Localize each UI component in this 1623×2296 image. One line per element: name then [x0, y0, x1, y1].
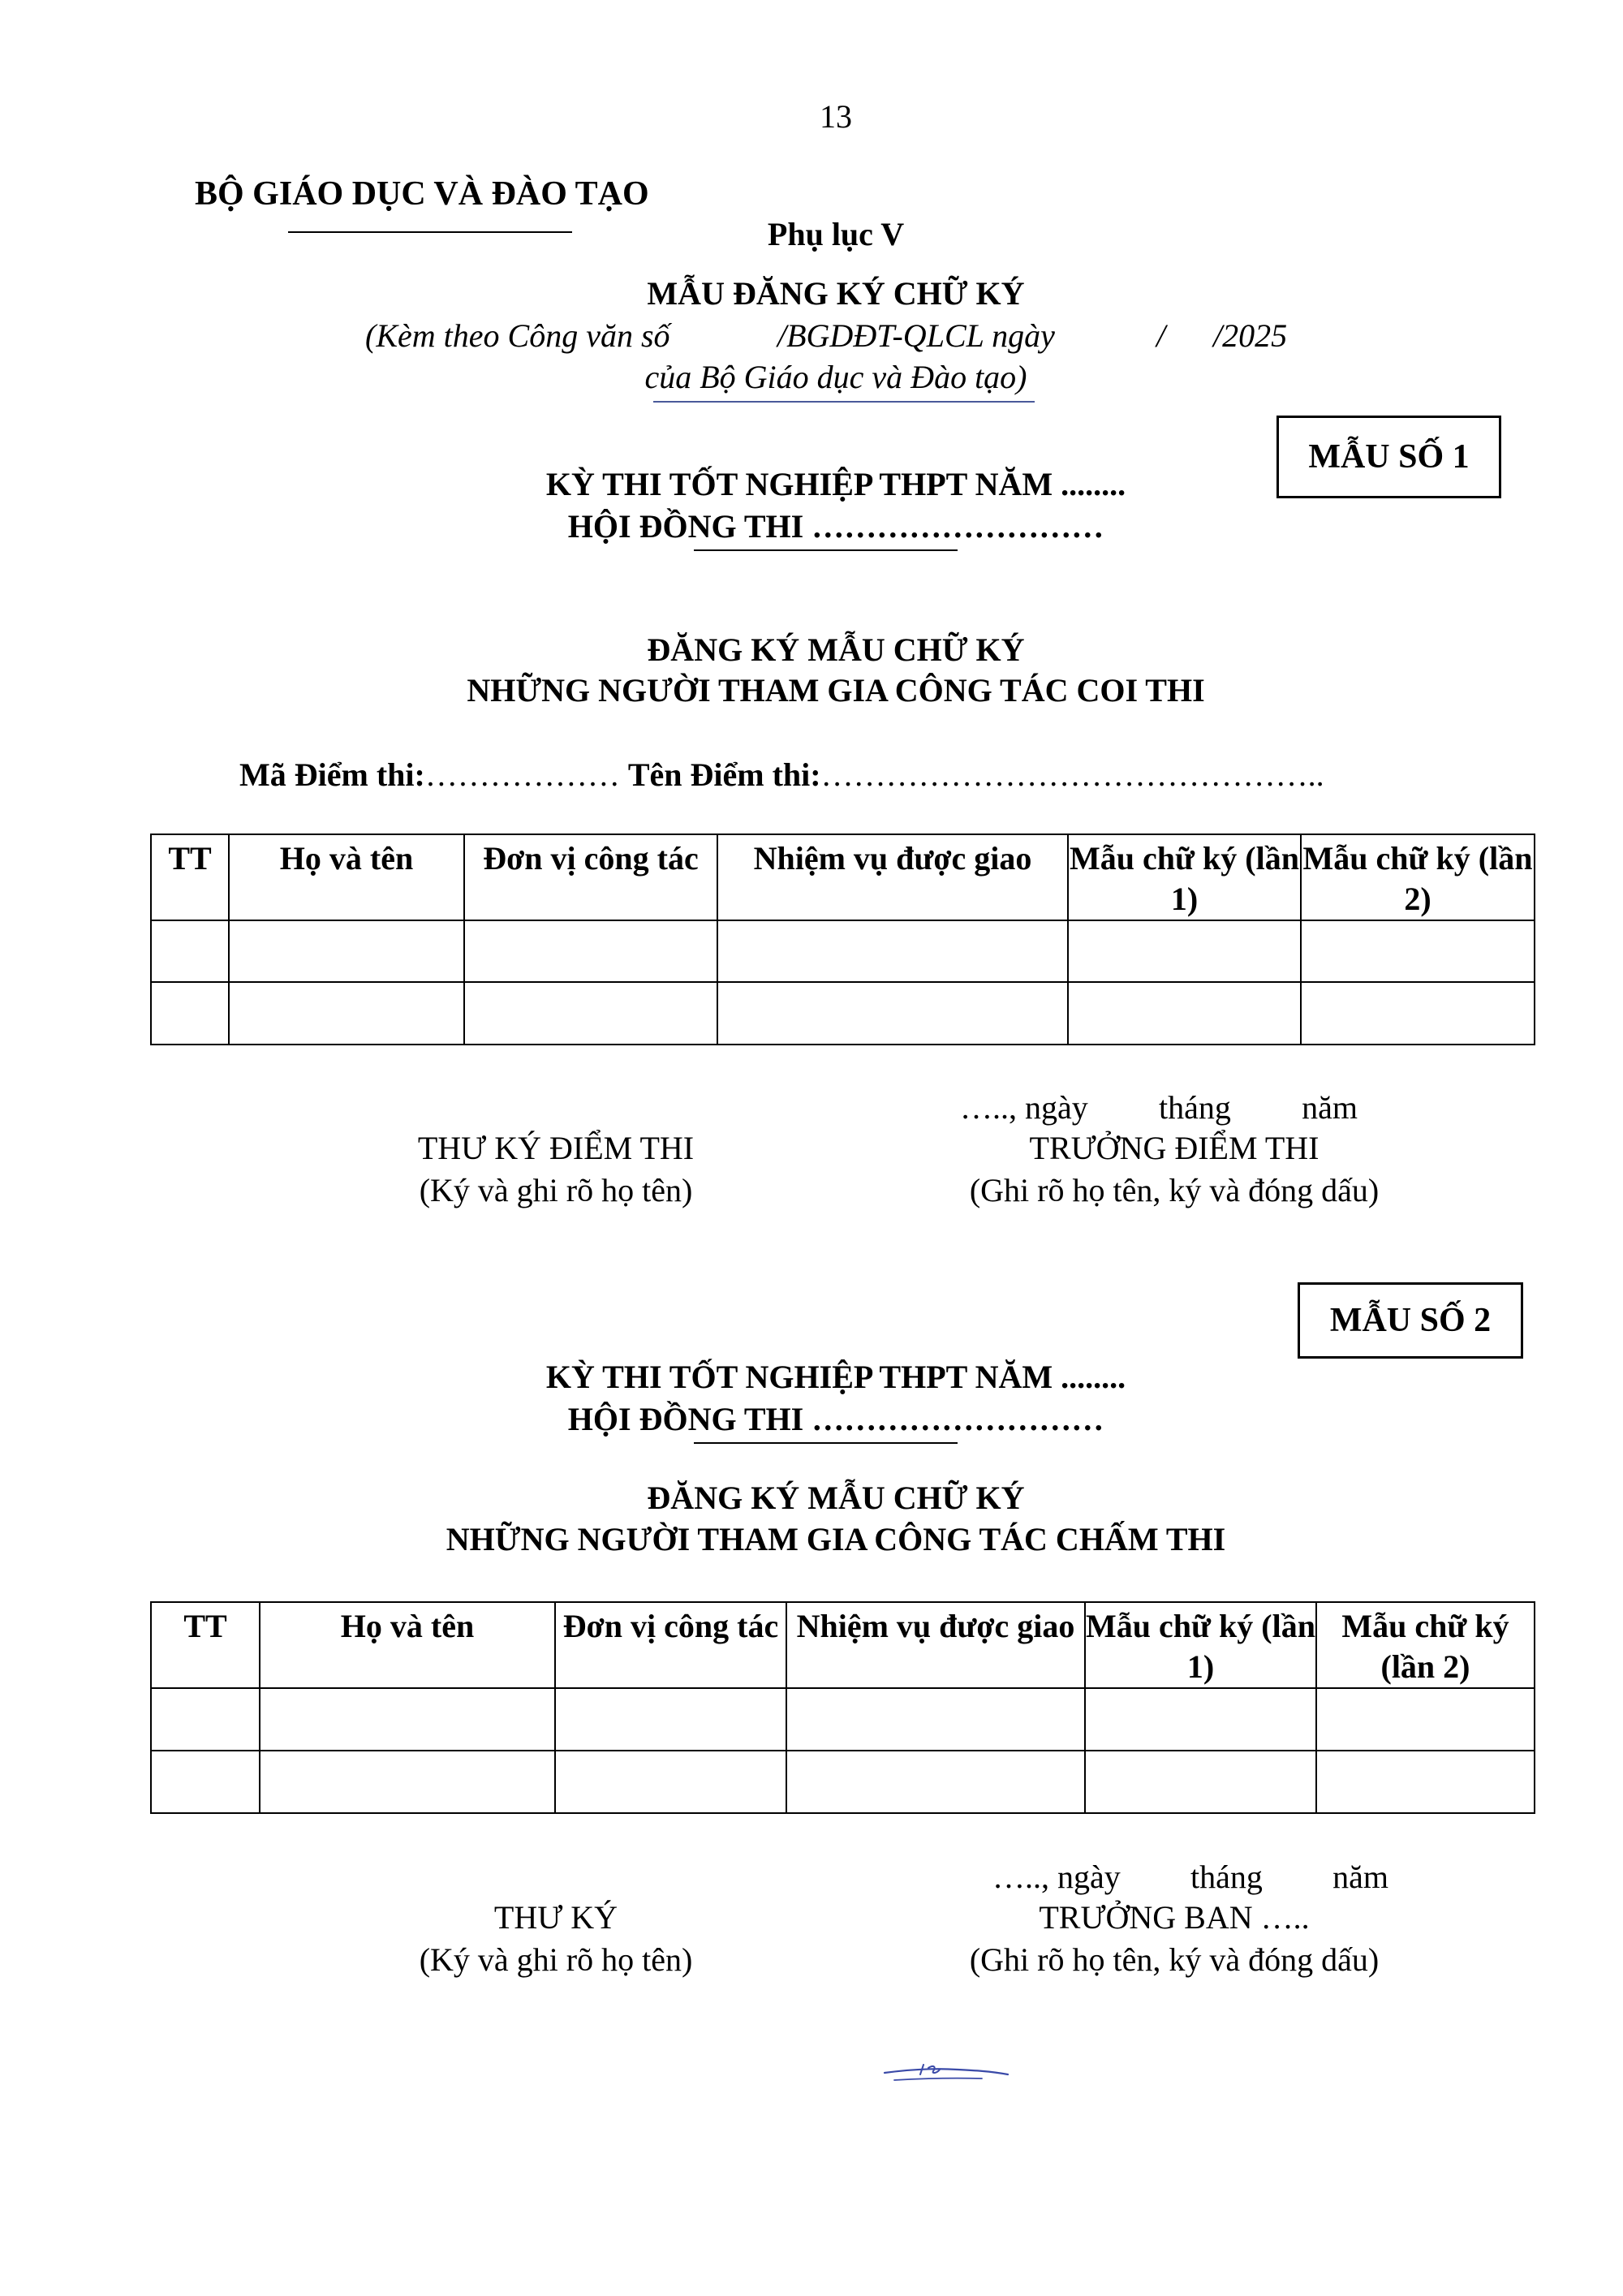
cell-duty[interactable] — [786, 1751, 1085, 1813]
col-header-tt: TT — [151, 1602, 260, 1688]
table-header-row — [151, 834, 1535, 920]
form1-left-note: (Ký và ghi rõ họ tên) — [419, 1172, 693, 1208]
ref-date-slash: / — [1156, 317, 1166, 354]
form2-date-line — [992, 1858, 1388, 1896]
cell-name[interactable] — [260, 1751, 555, 1813]
col-header-sig1: Mẫu chữ ký (lần 1) — [1068, 834, 1301, 920]
form2-exam-line: KỲ THI TỐT NGHIỆP THPT NĂM ........ — [545, 1359, 1126, 1395]
form2-left-role: THƯ KÝ — [493, 1899, 618, 1936]
table-header-row — [151, 1602, 1535, 1688]
table-row — [151, 920, 1535, 982]
form2-title-2: NHỮNG NGƯỜI THAM GIA CÔNG TÁC CHẤM THI — [446, 1521, 1226, 1557]
date-year: năm — [1332, 1859, 1388, 1895]
ministry-underline — [288, 231, 572, 233]
col-header-name: Họ và tên — [260, 1602, 555, 1688]
form2-right-note: (Ghi rõ họ tên, ký và đóng dấu) — [969, 1941, 1380, 1978]
form2-council-underline — [694, 1442, 958, 1444]
date-day: ….., ngày — [960, 1089, 1088, 1126]
form2-title-1: ĐĂNG KÝ MẪU CHỮ KÝ — [647, 1480, 1025, 1516]
col-header-name: Họ và tên — [229, 834, 464, 920]
cell-duty[interactable] — [717, 920, 1068, 982]
col-header-unit: Đơn vị công tác — [464, 834, 717, 920]
table-row — [151, 1751, 1535, 1813]
cell-tt[interactable] — [151, 1688, 260, 1751]
date-year: năm — [1302, 1089, 1358, 1126]
col-header-duty: Nhiệm vụ được giao — [717, 834, 1068, 920]
site-code-label: Mã Điểm thi: — [239, 756, 425, 793]
form1-right-note: (Ghi rõ họ tên, ký và đóng dấu) — [969, 1172, 1380, 1208]
col-header-unit: Đơn vị công tác — [555, 1602, 786, 1688]
initials-signature — [876, 2053, 1014, 2090]
reference-underline — [653, 401, 1035, 403]
form2-council-line: HỘI ĐỒNG THI ……………………… — [567, 1401, 1104, 1437]
col-header-sig1: Mẫu chữ ký (lần 1) — [1085, 1602, 1316, 1688]
date-month: tháng — [1190, 1859, 1263, 1895]
cell-sig1[interactable] — [1068, 920, 1301, 982]
ref-year: /2025 — [1213, 317, 1288, 354]
cell-tt[interactable] — [151, 982, 229, 1045]
form1-title-2: NHỮNG NGƯỜI THAM GIA CÔNG TÁC COI THI — [467, 672, 1205, 709]
form1-council-underline — [694, 549, 958, 551]
col-header-tt: TT — [151, 834, 229, 920]
cell-sig2[interactable] — [1316, 1688, 1535, 1751]
form1-council-line: HỘI ĐỒNG THI ……………………… — [567, 508, 1104, 545]
form1-site-line — [239, 756, 1324, 794]
form1-table — [150, 834, 1535, 1045]
cell-unit[interactable] — [464, 920, 717, 982]
appendix-label: Phụ lục V — [767, 216, 905, 252]
cell-unit[interactable] — [464, 982, 717, 1045]
cell-duty[interactable] — [786, 1688, 1085, 1751]
cell-sig2[interactable] — [1301, 982, 1535, 1045]
date-month: tháng — [1159, 1089, 1231, 1126]
form2-badge: MẪU SỐ 2 — [1298, 1282, 1523, 1359]
form2-table — [150, 1601, 1535, 1814]
document-title: MẪU ĐĂNG KÝ CHỮ KÝ — [647, 275, 1025, 312]
form1-exam-line: KỲ THI TỐT NGHIỆP THPT NĂM ........ — [545, 466, 1126, 502]
cell-sig2[interactable] — [1316, 1751, 1535, 1813]
ref-number-suffix: /BGDĐT-QLCL ngày — [777, 317, 1055, 354]
table-row — [151, 1688, 1535, 1751]
cell-name[interactable] — [260, 1688, 555, 1751]
ministry-name: BỘ GIÁO DỤC VÀ ĐÀO TẠO — [195, 175, 649, 213]
col-header-duty: Nhiệm vụ được giao — [786, 1602, 1085, 1688]
cell-sig1[interactable] — [1085, 1751, 1316, 1813]
form1-badge: MẪU SỐ 1 — [1276, 416, 1501, 498]
col-header-sig2: Mẫu chữ ký (lần 2) — [1301, 834, 1535, 920]
table-row — [151, 982, 1535, 1045]
cell-tt[interactable] — [151, 920, 229, 982]
cell-sig1[interactable] — [1085, 1688, 1316, 1751]
site-code-dots: ……………… — [424, 756, 620, 793]
cell-unit[interactable] — [555, 1688, 786, 1751]
form2-right-role: TRƯỞNG BAN ….. — [1039, 1899, 1310, 1936]
site-name-dots: ……………………………………….. — [820, 756, 1324, 793]
reference-line-1 — [365, 317, 1298, 357]
cell-name[interactable] — [229, 920, 464, 982]
cell-sig2[interactable] — [1301, 920, 1535, 982]
cell-sig1[interactable] — [1068, 982, 1301, 1045]
cell-duty[interactable] — [717, 982, 1068, 1045]
ref-prefix: (Kèm theo Công văn số — [365, 317, 670, 354]
form2-left-note: (Ký và ghi rõ họ tên) — [419, 1941, 693, 1978]
cell-unit[interactable] — [555, 1751, 786, 1813]
form1-title-1: ĐĂNG KÝ MẪU CHỮ KÝ — [647, 631, 1025, 668]
reference-line-2: của Bộ Giáo dục và Đào tạo) — [644, 359, 1027, 395]
cell-name[interactable] — [229, 982, 464, 1045]
form1-left-role: THƯ KÝ ĐIỂM THI — [417, 1130, 695, 1166]
cell-tt[interactable] — [151, 1751, 260, 1813]
form1-right-role: TRƯỞNG ĐIỂM THI — [1029, 1130, 1319, 1166]
col-header-sig2: Mẫu chữ ký (lần 2) — [1316, 1602, 1535, 1688]
site-name-label: Tên Điểm thi: — [627, 756, 821, 793]
page-number: 13 — [820, 98, 852, 135]
date-day: ….., ngày — [992, 1859, 1121, 1895]
form1-date-line — [960, 1088, 1358, 1126]
